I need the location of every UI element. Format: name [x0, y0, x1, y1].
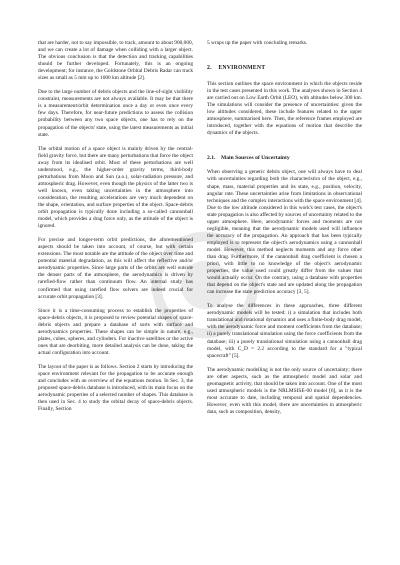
- right-column: [207, 40, 362, 423]
- body-paragraph: The aerodynamic modelling is not the only source of uncertainty; there are other aspects, such as the atmospheric model and solar and geomagnetic activity, that should be taken into account. One of the most used atmospheric models is the NRLMSISE-00 model [6], as it is the most accurate to date, including temporal and spatial dependencies. However, even with this model, there are uncertainties in atmospheric data, such as composition, density,: [207, 366, 362, 415]
- body-paragraph: To analyse the differences in these approaches, three different aerodynamic models will be tested: i) a simulation that includes both translational and rotational dynamics and uses a finite-body drag model, with the aerodynamic force and moment coefficients from the database; ii) a purely translational simulation using the force coefficients from the database; iii) a purely translational simulation using a cannonball drag model, with C_D = 2.2 according to the standard for a "typical spacecraft" [5].: [207, 303, 362, 359]
- body-paragraph: that are harder, not to say impossible, to track, amount to about 900,000, and we can create a lot of damage when colliding with a larger object. The obvious conclusion is that the detection and tracking capabilities should be further developed. Fortunately, this is an ongoing development; for instance, the Goldstone Orbital Debris Radar can track sizes as small as 5 mm up to 1000 km altitude [2].: [38, 40, 193, 82]
- body-paragraph: The layout of the paper is as follows. Section 2 starts by introducing the space environment relevant for the propagation to be accurate enough and concludes with an overview of the equations motion. In Sec. 3, the proposed space-debris database is introduced, with its main focus on the aerodynamic properties of a selected number of shapes. This database is then used in Sec. 4 to study the orbital decay of space-debris objects. Finally, Section: [38, 363, 193, 413]
- body-paragraph: When observing a generic debris object, one will always have to deal with uncertainties regarding both the characteristics of the object, e.g., shape, mass, material properties and its state, e.g., position, velocity, angular rate. These uncertainties arise from limitations in observational techniques and the complex interactions with the space environment [4]. Due to the low altitude considered in this work's test cases, the object's state propagation is also affected by sources of uncertainty related to the upper atmosphere. Here, aerodynamic forces and moments are not negligible, meaning that the aerodynamic models used will influence the accuracy of the propagation. An approach that has been typically employed is to represent the object's aerodynamics using a cannonball model. However, this method neglects moments and any force other than drag. Furthermore, if the cannonball drag coefficient is chosen a priori, with little to no knowledge of the object's aerodynamic properties, the value used could greatly differ from the values that would actually occur. On the contrary, using a database with properties that depend on the object's state and are updated along the propagation can increase the state prediction accuracy [3, 5].: [207, 169, 362, 296]
- body-paragraph: The orbital motion of a space object is mainly driven by the central-field gravity force, but there are many perturbations that force the object away from its idealised orbit. Most of these perturbations are well understood, e.g., the higher-order gravity terms, third-body perturbations from Moon and Sun (a.o.), solar-radiation pressure, and atmospheric drag. However, even though the physics of the latter two is well known, even taking uncertainties in the atmosphere into consideration, the resulting accelerations are very much dependent on the shape, orientation, and surface properties of the object. Space-debris orbit propagation is typically done including a so-called cannonball model, which provides a drag force only, as the attitude of the object is ignored.: [38, 145, 193, 230]
- body-paragraph: Due to the large number of debris objects and the line-of-sight visibility constraint, measurements are not always available. It may be that there is a measurement/orbit determination once a day or even once every few days. Therefore, for near-future predictions to assess the collision probability between any two space objects, one has to rely on the propagation of the objects' state, using the latest measurements as initial state.: [38, 89, 193, 138]
- body-paragraph: For precise and longer-term orbit predictions, the aforementioned aspects should be taken into account, of course, but with certain extensions. The most notable are the attitude of the object over time and potential material degradation, as this will affect the reflective and/or aerodynamic properties. Since large parts of the orbits are well outside the denser parts of the atmosphere, the aerodynamics is driven by rarefied-flow rather than continuum flow. An internal study has confirmed that using rarefied flow solvers are indeed crucial for accurate orbit propagation [3].: [38, 237, 193, 300]
- subsection-heading: 2.1. Main Sources of Uncertainty: [207, 155, 290, 162]
- body-paragraph: This section outlines the space environment in which the objects reside in the test cases presented in this work. The analyses shown in Section 4 are carried out on Low Earth Orbit (LEO), with altitudes below 300 km. The simulations will consider the presence of uncertainties: given the low altitudes considered, these include features related to the upper atmosphere, summarised here. Then, the reference frames employed are introduced, together with the equations of motion that describe the dynamics of the objects.: [207, 81, 362, 137]
- section-heading: 2. ENVIRONMENT: [207, 65, 266, 72]
- body-paragraph: Since it is a time-consuming process to establish the properties of space-debris objects, it is proposed to review potential shapes of space-debris objects and prepare a database of sorts with surface and aerodynamics properties. These shapes can be simple in nature, e.g., plates, cubes, spheres, and cylinders. For inactive satellites or the active ones that are deorbiting, more detailed analysis can be done, taking the actual configuration into account.: [38, 307, 193, 356]
- left-column: [38, 40, 193, 420]
- body-paragraph: 5 wraps up the paper with concluding remarks.: [207, 40, 308, 46]
